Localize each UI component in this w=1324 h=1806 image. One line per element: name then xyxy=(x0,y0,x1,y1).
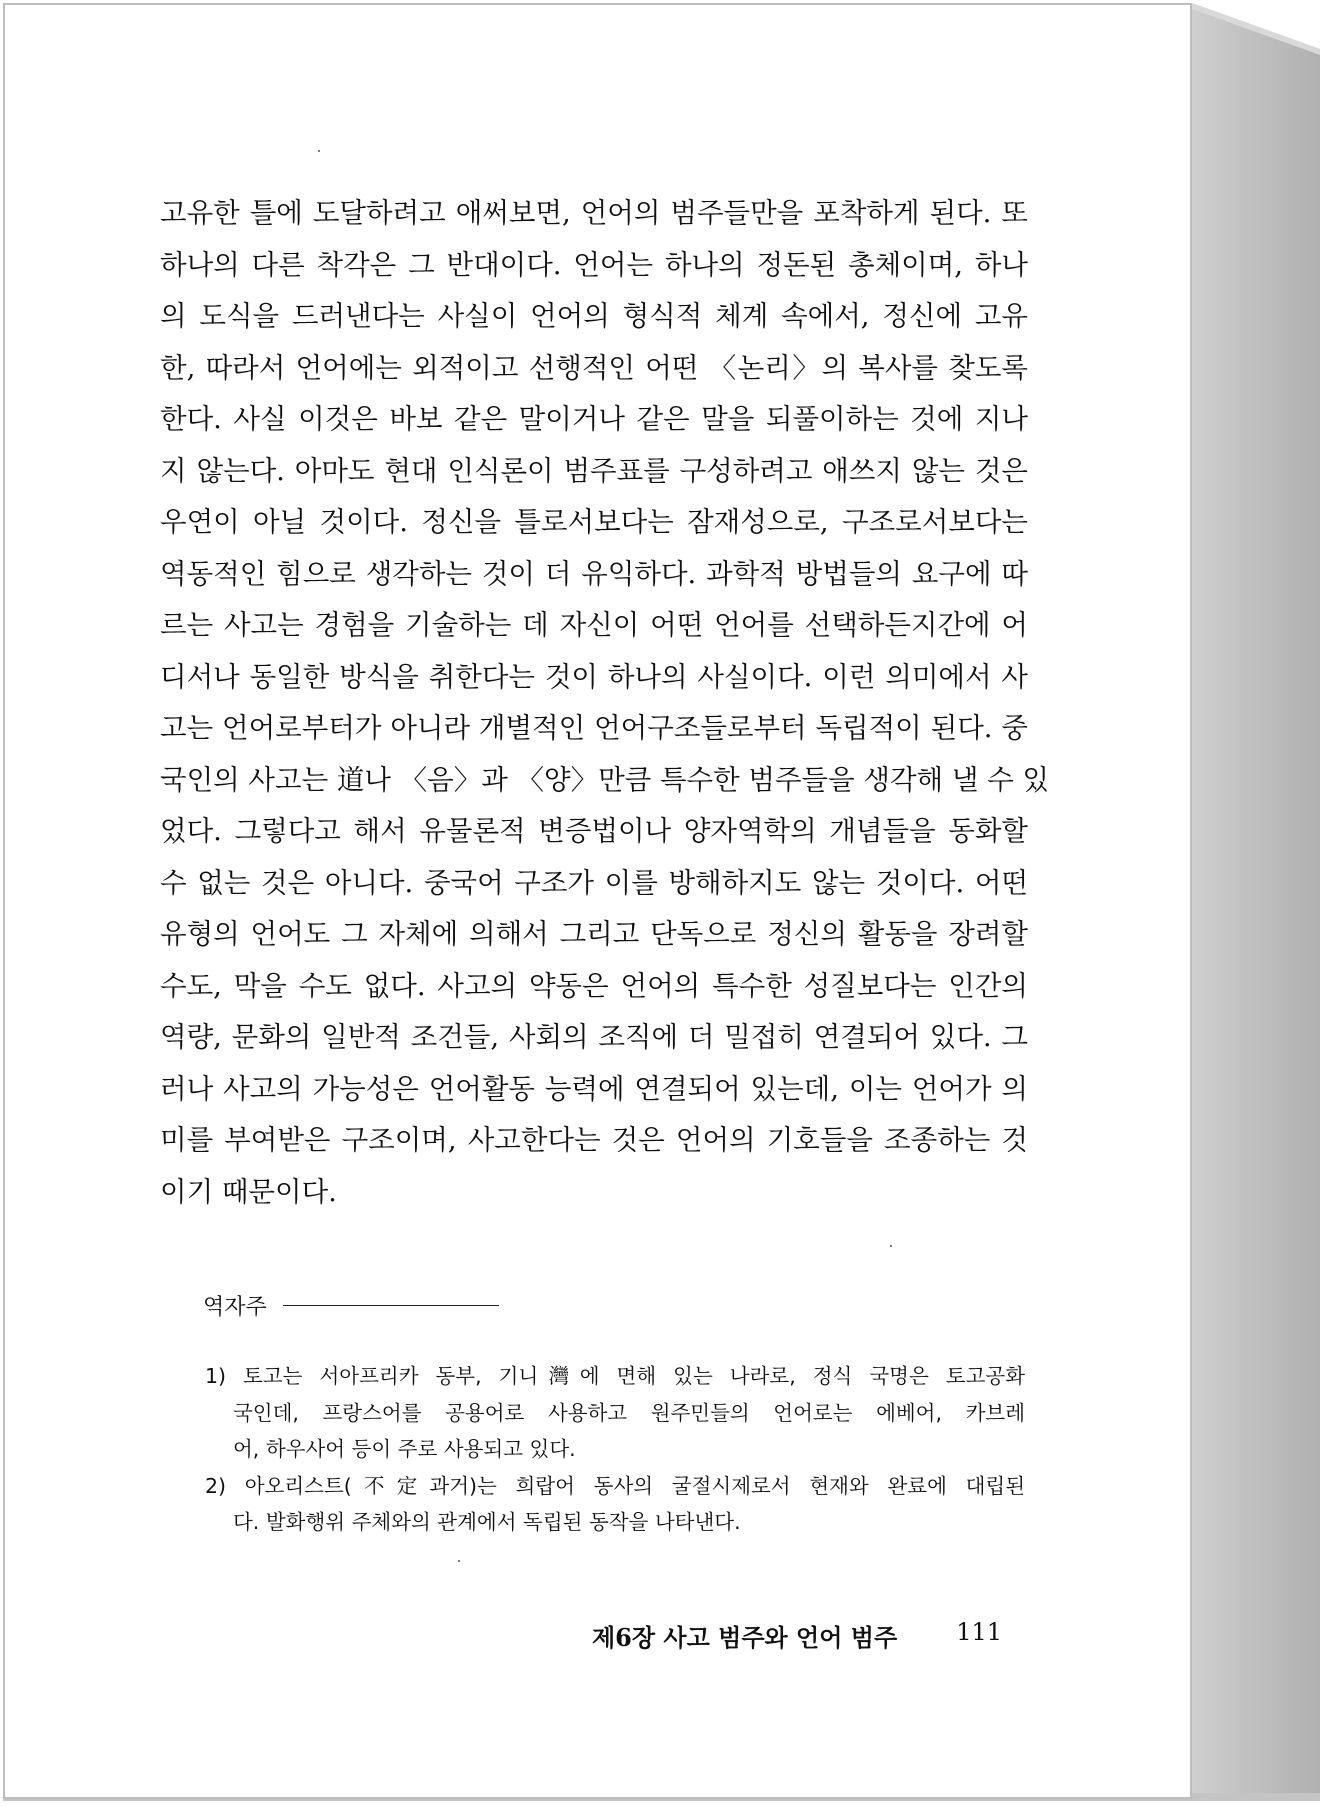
body-line: 국인의 사고는 道나 〈음〉과 〈양〉만큼 특수한 범주들을 생각해 낼 수 있 xyxy=(160,763,1050,796)
body-line: 르는 사고는 경험을 기술하는 데 자신이 어떤 언어를 선택하든지간에 어 xyxy=(160,609,1028,641)
body-line: 역량, 문화의 일반적 조건들, 사회의 조직에 더 밀접히 연결되어 있다. 그 xyxy=(160,1021,1028,1053)
translator-notes-heading xyxy=(203,1290,499,1321)
body-line: 미를 부여받은 구조이며, 사고한다는 것은 언어의 기호들을 조종하는 것 xyxy=(160,1124,1028,1156)
body-line: 고는 언어로부터가 아니라 개별적인 언어구조들로부터 독립적이 된다. 중 xyxy=(160,712,1028,744)
main-paragraph xyxy=(160,188,1050,1218)
page-stack-edge xyxy=(1192,3,1320,1799)
body-line: 디서나 동일한 방식을 취한다는 것이 하나의 사실이다. 이런 의미에서 사 xyxy=(160,660,1028,693)
note-line: 2) 아오리스트(不定과거)는 희랍어 동사의 굴절시제로서 현재와 완료에 대립된 xyxy=(205,1473,1025,1498)
note-line: 국인데, 프랑스어를 공용어로 사용하고 원주민들의 언어로는 에베어, 카브레 xyxy=(233,1400,1025,1425)
body-line: 역동적인 힘으로 생각하는 것이 더 유익하다. 과학적 방법들의 요구에 따 xyxy=(160,557,1028,590)
body-line: 고유한 틀에 도달하려고 애써보면, 언어의 범주들만을 포착하게 된다. 또 xyxy=(160,197,1028,229)
body-line: 한, 따라서 언어에는 외적이고 선행적인 어떤 〈논리〉의 복사를 찾도록 xyxy=(160,351,1028,384)
notes-heading-label: 역자주 xyxy=(203,1295,267,1320)
notes-heading-rule xyxy=(283,1305,499,1306)
body-line: 한다. 사실 이것은 바보 같은 말이거나 같은 말을 되풀이하는 것에 지나 xyxy=(160,403,1028,435)
note-line: 어, 하우사어 등이 주로 사용되고 있다. xyxy=(233,1437,576,1461)
body-line: 이기 때문이다. xyxy=(160,1175,337,1208)
body-line: 러나 사고의 가능성은 언어활동 능력에 연결되어 있는데, 이는 언어가 의 xyxy=(160,1072,1028,1105)
body-line: 우연이 아닐 것이다. 정신을 틀로서보다는 잠재성으로, 구조로서보다는 xyxy=(160,506,1028,538)
body-line: 수도, 막을 수도 없다. 사고의 약동은 언어의 특수한 성질보다는 인간의 xyxy=(160,969,1028,1002)
body-line: 지 않는다. 아마도 현대 인식론이 범주표를 구성하려고 애쓰지 않는 것은 xyxy=(160,454,1028,487)
note-line: 1) 토고는 서아프리카 동부, 기니灣에 면해 있는 나라로, 정식 국명은 토고공화 xyxy=(205,1364,1025,1388)
body-line: 의 도식을 드러낸다는 사실이 언어의 형식적 체계 속에서, 정신에 고유 xyxy=(160,300,1028,332)
chapter-title: 제6장 사고 범주와 언어 범주 xyxy=(592,1623,898,1652)
note-line: 다. 발화행위 주체와의 관계에서 독립된 동작을 나타낸다. xyxy=(233,1510,741,1534)
body-line: 수 없는 것은 아니다. 중국어 구조가 이를 방해하지도 않는 것이다. 어떤 xyxy=(160,866,1028,899)
scan-speck xyxy=(890,1245,892,1247)
scan-speck xyxy=(458,1560,460,1562)
translator-notes xyxy=(205,1358,1025,1541)
body-line: 었다. 그렇다고 해서 유물론적 변증법이나 양자역학의 개념들을 동화할 xyxy=(160,815,1028,847)
page-number: 111 xyxy=(956,1618,1002,1646)
scan-speck xyxy=(318,150,320,152)
body-line: 하나의 다른 착각은 그 반대이다. 언어는 하나의 정돈된 총체이며, 하나 xyxy=(160,248,1028,281)
body-line: 유형의 언어도 그 자체에 의해서 그리고 단독으로 정신의 활동을 장려할 xyxy=(160,918,1028,950)
running-footer xyxy=(592,1618,1002,1653)
